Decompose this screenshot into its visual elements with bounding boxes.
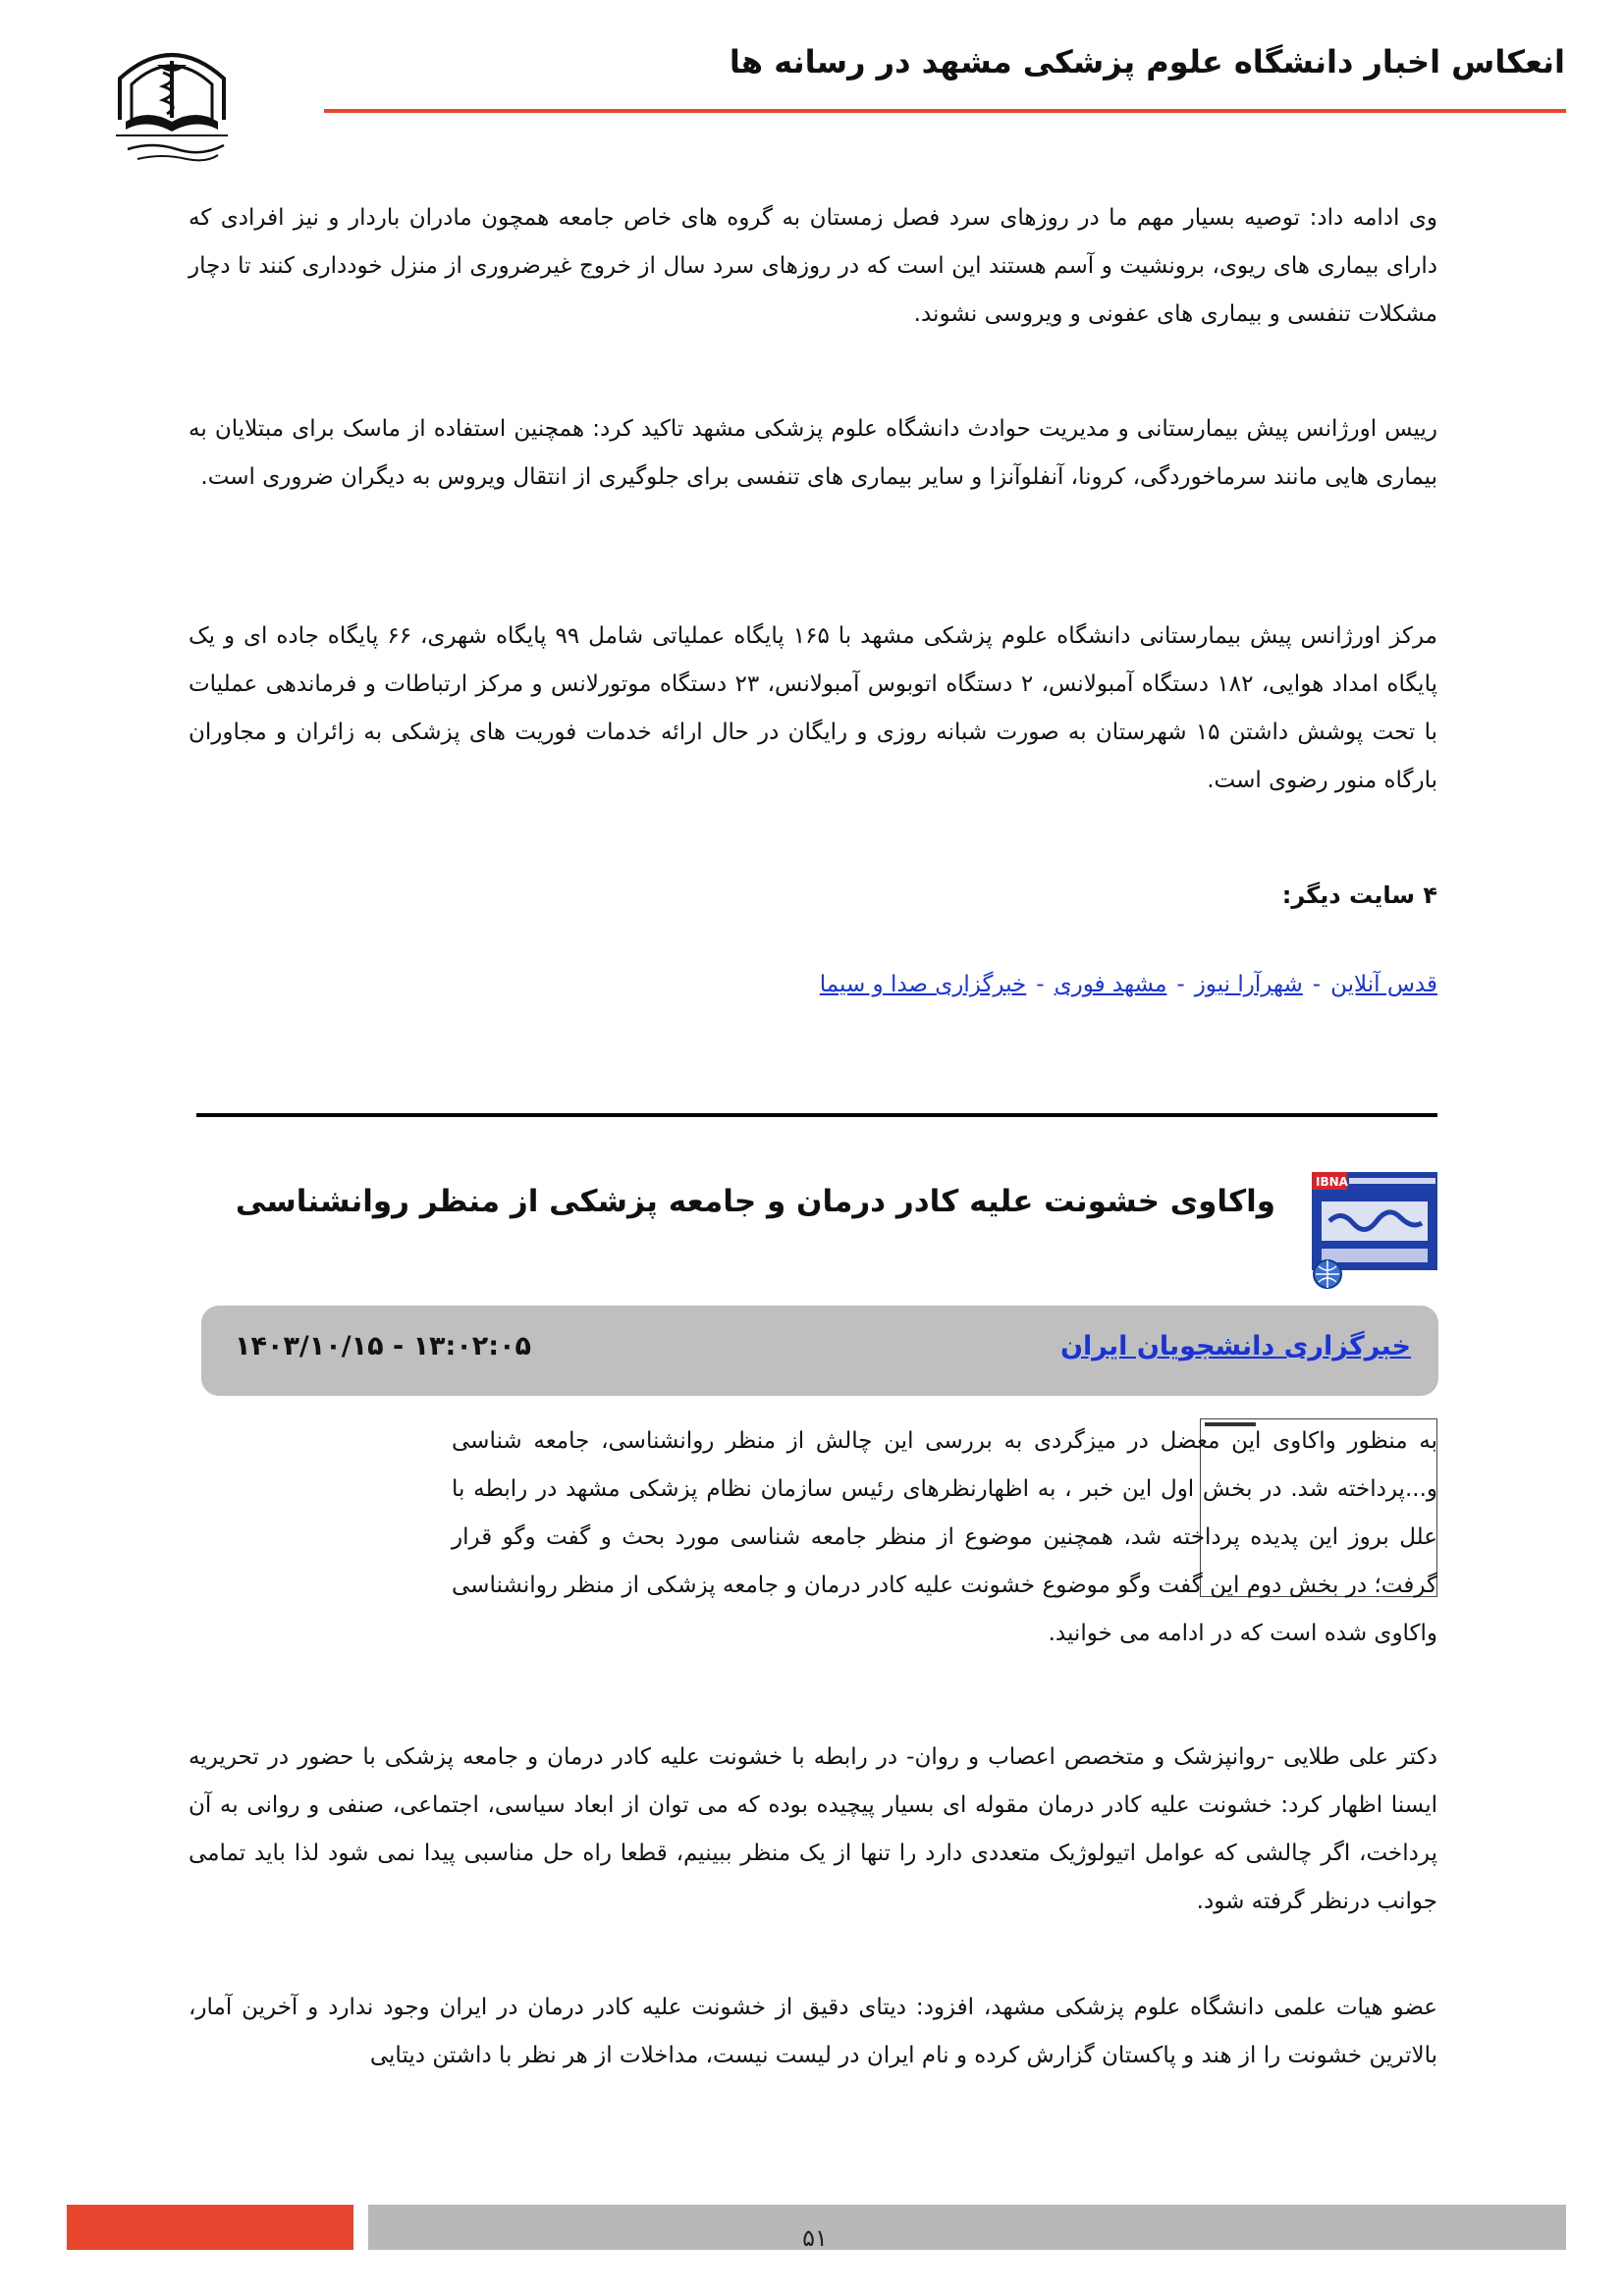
ibna-logo-text: IBNA [1316, 1175, 1348, 1189]
body-paragraph-2: رییس اورژانس پیش بیمارستانی و مدیریت حوادث دانشگاه علوم پزشکی مشهد تاکید کرد: همچنین استفاده از ماسک برای مبتلایان به بیماری هایی مانند سرماخوردگی، کرونا، آنفلوآنزا و سایر بیماری های تنفسی برای جلوگیری از انتقال ویروس به دیگران ضروری است. [189, 416, 1437, 490]
university-logo-icon [108, 39, 236, 167]
page-header-title: انعکاس اخبار دانشگاه علوم پزشکی مشهد در رسانه ها [729, 43, 1565, 80]
news-paragraph-1-text: به منظور واکاوی این معضل در میزگردی به بررسی این چالش از منظر روانشناسی، جامعه شناسی و...پرداخته شد. در بخش اول این خبر ، به اظهارنظرهای رئیس سازمان نظام پزشکی مشهد در رابطه با علل بروز این پدیده پرداخته شد، همچنین موضوع از منظر جامعه شناسی مورد بحث و گفت وگو قرار گرفت؛ در بخش دوم این گفت وگو موضوع خشونت علیه کادر درمان و جامعه پزشکی از منظر روانشناسی واکاوی شده است که در ادامه می خوانید. [452, 1428, 1437, 1646]
link-separator: - [1036, 972, 1045, 997]
university-logo [108, 39, 236, 167]
link-shahrara-news[interactable]: شهرآرا نیوز [1194, 972, 1303, 997]
news-paragraph-1 [198, 1417, 1437, 1658]
footer-accent-bar [67, 2205, 353, 2250]
news-source-link[interactable]: خبرگزاری دانشجویان ایران [1059, 1331, 1411, 1362]
ibna-logo [1312, 1172, 1437, 1290]
link-mashhad-fori[interactable]: مشهد فوری [1054, 972, 1167, 997]
link-separator: - [1176, 972, 1185, 997]
body-paragraph-1: وی ادامه داد: توصیه بسیار مهم ما در روزهای سرد فصل زمستان به گروه های خاص جامعه همچون مادران باردار و نیز افرادی که دارای بیماری های ریوی، برونشیت و آسم هستند این است که در روزهای سرد سال از خروج غیرضروری از منزل خودداری کنند تا دچار مشکلات تنفسی و بیماری های عفونی و ویروسی نشوند. [189, 205, 1437, 327]
image-spacer [198, 1417, 452, 1610]
news-agency-logo-icon [1312, 1172, 1437, 1290]
other-sites-title: ۴ سایت دیگر: [1281, 881, 1437, 909]
news-paragraph-2: دکتر علی طلایی -روانپزشک و متخصص اعصاب و روان- در رابطه با خشونت علیه کادر درمان و جامعه پزشکی با حضور در تحریریه ایسنا اظهار کرد: خشونت علیه کادر درمان مقوله ای بسیار پیچیده بوده که می توان از ابعاد سیاسی، اجتماعی، صنفی و روانی به آن پرداخت، اگر چالشی که عوامل اتیولوژیک متعددی دارد را تنها از یک منظر ببینیم، قطعا راه حل مناسبی پیدا نمی شود لذا باید تمامی جوانب درنظر گرفته شود. [189, 1744, 1437, 1914]
link-irib-news[interactable]: خبرگزاری صدا و سیما [819, 972, 1027, 997]
page-number: ۵۱ [802, 2224, 828, 2252]
header-accent-line [324, 109, 1566, 113]
other-sites-links [820, 972, 1437, 997]
section-divider [196, 1113, 1437, 1117]
news-datetime: ۱۴۰۳/۱۰/۱۵ - ۱۳:۰۲:۰۵ [235, 1331, 532, 1362]
link-separator: - [1312, 972, 1322, 997]
news-paragraph-3: عضو هیات علمی دانشگاه علوم پزشکی مشهد، افزود: دیتای دقیق از خشونت علیه کادر درمان در ایران وجود ندارد و آخرین آمار، بالاترین خشونت را از هند و پاکستان گزارش کرده و نام ایران در لیست نیست، مداخلات از هر نظر با داشتن دیتایی [189, 1995, 1437, 2068]
news-meta-bar [201, 1306, 1438, 1396]
footer-bar [368, 2205, 1566, 2250]
news-headline: واکاوی خشونت علیه کادر درمان و جامعه پزشکی از منظر روانشناسی [235, 1184, 1275, 1219]
link-quds-online[interactable]: قدس آنلاین [1330, 972, 1437, 997]
body-paragraph-3: مرکز اورژانس پیش بیمارستانی دانشگاه علوم پزشکی مشهد با ۱۶۵ پایگاه عملیاتی شامل ۹۹ پایگاه شهری، ۶۶ پایگاه جاده ای و یک پایگاه امداد هوایی، ۱۸۲ دستگاه آمبولانس، ۲ دستگاه اتوبوس آمبولانس، ۲۳ دستگاه موتورلانس و مرکز ارتباطات و فرماندهی عملیات با تحت پوشش داشتن ۱۵ شهرستان به صورت شبانه روزی و رایگان در حال ارائه خدمات فوریت های پزشکی به زائران و مجاوران بارگاه منور رضوی است. [189, 623, 1437, 793]
